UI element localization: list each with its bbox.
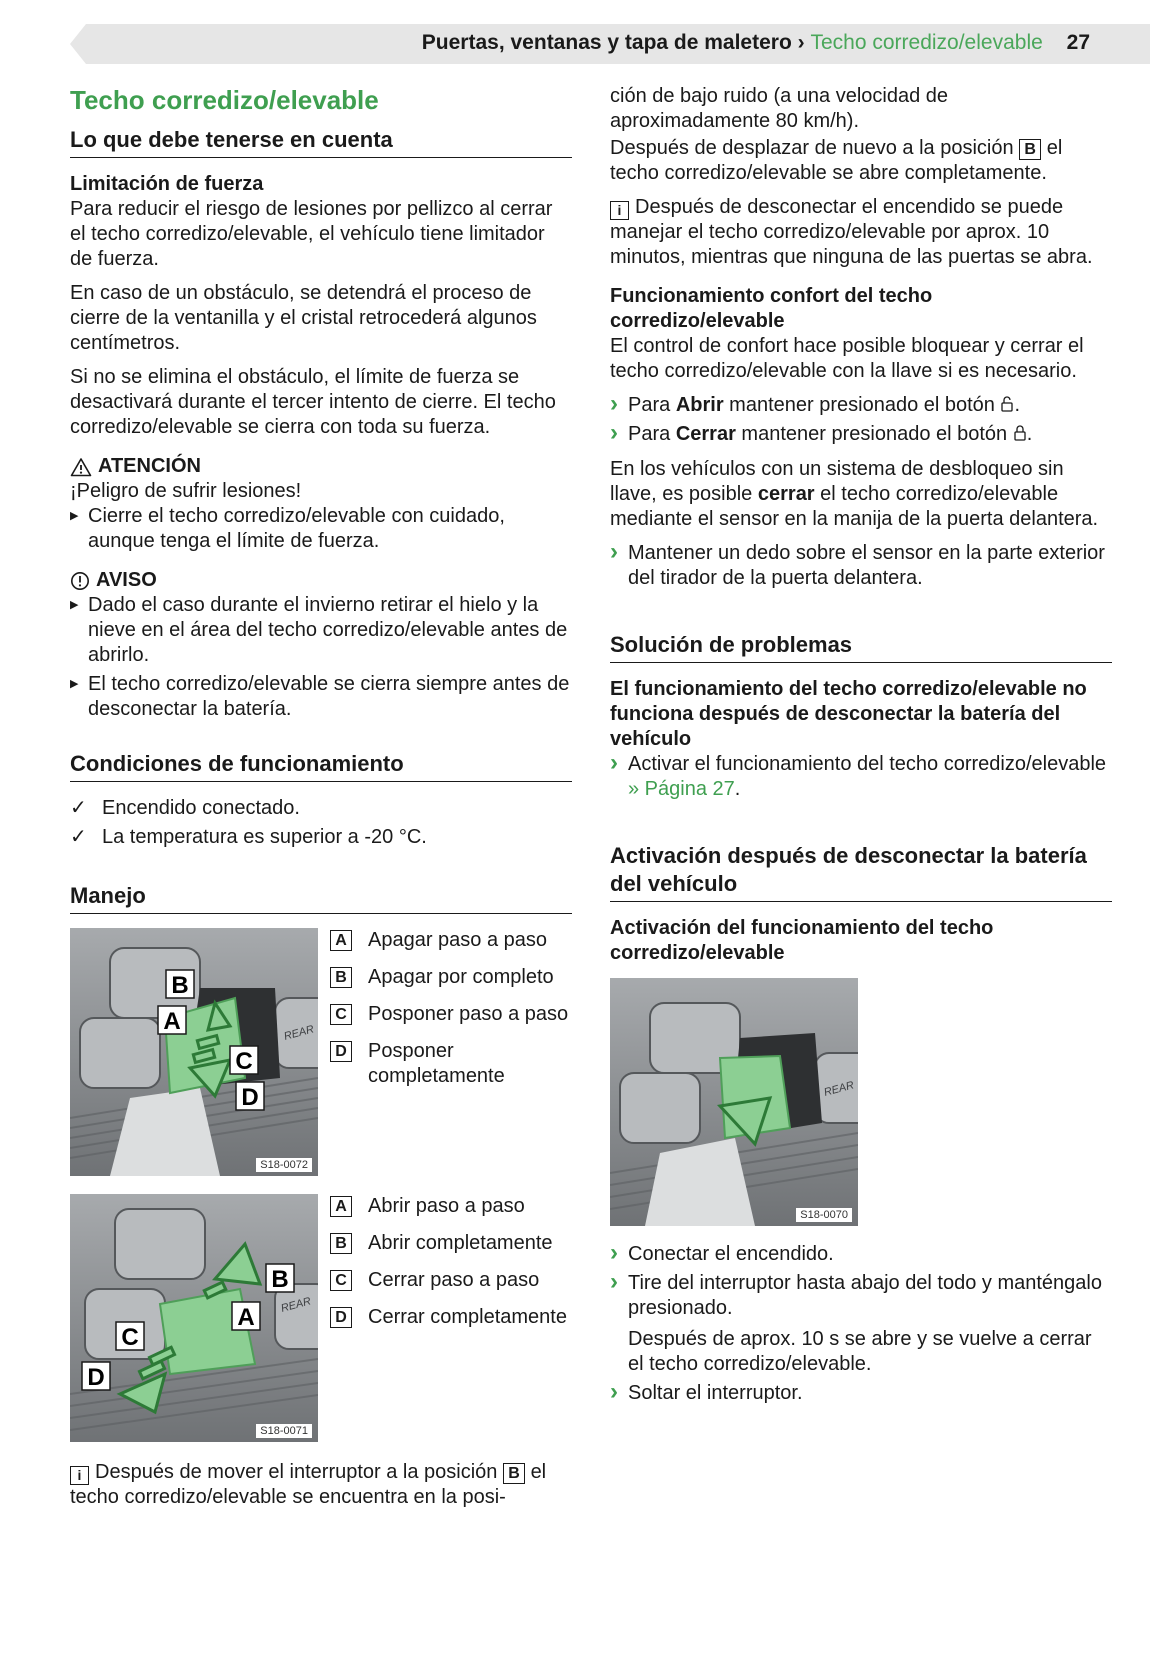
check-item: ✓ Encendido conectado.	[70, 797, 300, 819]
roof-switch-illustration	[70, 1194, 318, 1442]
callout-d: D	[241, 1084, 259, 1111]
para-force-1: Para reducir el riesgo de lesiones por pellizco al cerrar el techo corredizo/elevable, el vehículo tiene limitador de fuerza.	[70, 198, 553, 270]
legend-item: D Cerrar completamente	[330, 1305, 572, 1330]
legend-item: C Cerrar paso a paso	[330, 1268, 572, 1293]
callout-b: B	[271, 1266, 289, 1293]
heading-activation: Activación después de desconectar la batería del vehículo	[610, 842, 1112, 902]
page-link[interactable]: » Página 27	[628, 778, 735, 800]
check-item: ✓ La temperatura es superior a -20 °C.	[70, 826, 427, 848]
check-icon: ✓	[70, 797, 87, 819]
legend-item: D Posponer completamente	[330, 1039, 572, 1089]
info-note-position-b: i Después de mover el interruptor a la posición B el techo corredizo/elevable se encuentra en la posi-	[70, 1461, 547, 1508]
info-icon: i	[610, 201, 629, 220]
heading-operation: Manejo	[70, 882, 572, 914]
legend-key: B	[330, 967, 352, 988]
roof-switch-illustration	[70, 928, 318, 1176]
legend-key: D	[330, 1041, 352, 1062]
para-position-b: Después de desplazar de nuevo a la posición B el techo corredizo/elevable se abre completamente.	[610, 137, 1063, 184]
para-continued: ción de bajo ruido (a una velocidad de aproximadamente 80 km/h).	[610, 85, 949, 132]
step-open: › Para Abrir mantener presionado el botón .	[610, 393, 1112, 418]
para-comfort: El control de confort hace posible bloquear y cerrar el techo corredizo/elevable con la llave si es necesario.	[610, 335, 1084, 382]
legend-open	[330, 1194, 572, 1442]
callout-c: C	[121, 1324, 139, 1351]
callout-b: B	[171, 972, 189, 999]
rear-label: REAR	[282, 1023, 316, 1043]
right-column	[610, 84, 1112, 1410]
legend-item: B Apagar por completo	[330, 965, 572, 990]
step-ignition: › Conectar el encendido.	[610, 1242, 1112, 1267]
header-subsection: Techo corredizo/elevable	[810, 31, 1043, 54]
roof-switch-illustration	[610, 978, 858, 1226]
legend-key: A	[330, 1196, 352, 1217]
legend-key: D	[330, 1307, 352, 1328]
rear-label: REAR	[279, 1295, 313, 1315]
para-force-2: En caso de un obstáculo, se detendrá el proceso de cierre de la ventanilla y el cristal retrocederá algunos centímetros.	[70, 282, 537, 354]
key-b: B	[1019, 139, 1041, 160]
step-note: Después de aprox. 10 s se abre y se vuelve a cerrar el techo corredizo/elevable.	[628, 1328, 1092, 1375]
step-release: › Soltar el interruptor.	[610, 1381, 1112, 1406]
warning-item: ▶ Cierre el techo corredizo/elevable con cuidado, aunque tenga el límite de fuerza.	[70, 504, 572, 554]
warning-box	[70, 454, 572, 554]
legend-key: C	[330, 1270, 352, 1291]
sub-force-limit: Limitación de fuerza	[70, 173, 264, 195]
step-close: › Para Cerrar mantener presionado el botón .	[610, 422, 1112, 447]
legend-item: B Abrir completamente	[330, 1231, 572, 1256]
legend-item: A Apagar paso a paso	[330, 928, 572, 953]
rear-label: REAR	[822, 1079, 856, 1099]
header-separator: ›	[797, 31, 805, 54]
callout-a: A	[163, 1008, 181, 1035]
sub-troubleshooting: El funcionamiento del techo corredizo/elevable no funciona después de desconectar la batería del vehículo	[610, 678, 1087, 750]
callout-d: D	[87, 1364, 105, 1391]
step-pull-switch: › Tire del interruptor hasta abajo del todo y manténgalo presionado.	[610, 1271, 1112, 1321]
figure-row-close	[70, 928, 572, 1176]
legend-key: B	[330, 1233, 352, 1254]
heading-troubleshooting: Solución de problemas	[610, 631, 1112, 663]
step-activate: › Activar el funcionamiento del techo corredizo/elevable » Página 27.	[610, 752, 1112, 802]
key-b: B	[503, 1463, 525, 1484]
sub-activation: Activación del funcionamiento del techo corredizo/elevable	[610, 917, 994, 964]
lock-icon	[1013, 425, 1027, 441]
notice-title: AVISO	[96, 569, 157, 591]
page-number: 27	[1066, 31, 1090, 54]
step-sensor: › Mantener un dedo sobre el sensor en la parte exterior del tirador de la puerta delantera.	[610, 541, 1112, 591]
check-icon: ✓	[70, 826, 87, 848]
callout-a: A	[237, 1304, 255, 1331]
legend-item: A Abrir paso a paso	[330, 1194, 572, 1219]
para-keyless: En los vehículos con un sistema de desbloqueo sin llave, es posible cerrar el techo corredizo/elevable mediante el sensor en la manija de la puerta delantera.	[610, 458, 1099, 530]
info-icon: i	[70, 1466, 89, 1485]
legend-item: C Posponer paso a paso	[330, 1002, 572, 1027]
figure-id: S18-0072	[256, 1158, 312, 1172]
page-title: Techo corredizo/elevable	[70, 85, 379, 115]
figure-switch-pull	[610, 978, 858, 1226]
figure-row-open	[70, 1194, 572, 1442]
figure-switch-close	[70, 928, 318, 1176]
figure-switch-open	[70, 1194, 318, 1442]
warning-lead: ¡Peligro de sufrir lesiones!	[70, 480, 302, 502]
notice-box	[70, 568, 572, 722]
header-section: Puertas, ventanas y tapa de maletero	[421, 31, 792, 54]
info-note-ignition: i Después de desconectar el encendido se puede manejar el techo corredizo/elevable por aprox. 10 minutos, mientras que ninguna de las puertas se abra.	[610, 196, 1093, 268]
legend-close	[330, 928, 572, 1176]
notice-item: ▶ El techo corredizo/elevable se cierra siempre antes de desconectar la batería.	[70, 672, 572, 722]
warning-triangle-icon	[70, 457, 92, 477]
callout-c: C	[235, 1048, 253, 1075]
para-force-3: Si no se elimina el obstáculo, el límite de fuerza se desactivará durante el tercer intento de cierre. El techo corredizo/elevable se cierra con toda su fuerza.	[70, 366, 556, 438]
running-header	[422, 30, 1090, 55]
figure-id: S18-0070	[796, 1208, 852, 1222]
heading-considerations: Lo que debe tenerse en cuenta	[70, 126, 572, 158]
notice-exclamation-icon	[70, 571, 90, 591]
unlock-icon	[1000, 396, 1014, 412]
left-column	[70, 84, 572, 1519]
legend-key: C	[330, 1004, 352, 1025]
warning-title: ATENCIÓN	[98, 455, 201, 477]
figure-id: S18-0071	[256, 1424, 312, 1438]
notice-item: ▶ Dado el caso durante el invierno retirar el hielo y la nieve en el área del techo corredizo/elevable antes de abrirlo.	[70, 593, 572, 668]
heading-conditions: Condiciones de funcionamiento	[70, 750, 572, 782]
legend-key: A	[330, 930, 352, 951]
sub-comfort: Funcionamiento confort del techo corredizo/elevable	[610, 285, 933, 332]
